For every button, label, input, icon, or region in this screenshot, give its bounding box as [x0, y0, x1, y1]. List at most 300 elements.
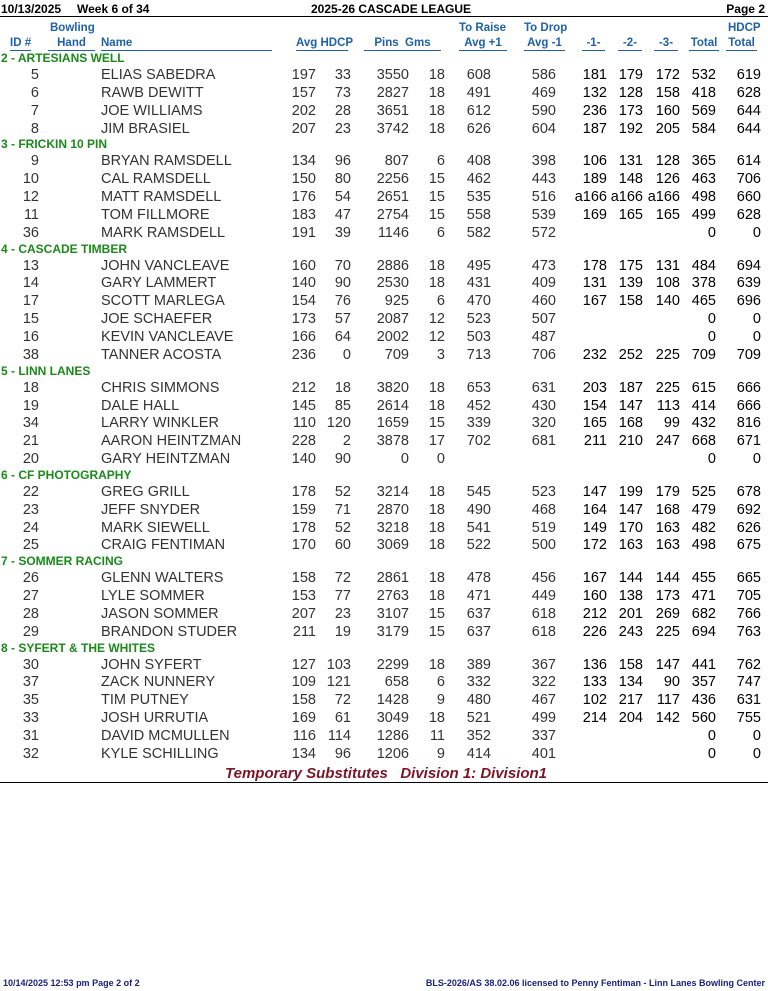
player-row: [0, 257, 768, 275]
cell-drop: 487: [531, 328, 556, 345]
cell-htotal: 755: [736, 710, 761, 727]
cell-total: 709: [691, 346, 716, 363]
cell-id: 27: [22, 588, 39, 605]
cell-g2: 147: [618, 397, 643, 414]
player-row: [0, 483, 768, 501]
cell-avg: 159: [291, 501, 316, 518]
cell-htotal: 666: [736, 379, 761, 396]
report-date: 10/13/2025: [1, 2, 62, 16]
cell-htotal: 665: [736, 570, 761, 587]
cell-pins: 2763: [376, 588, 409, 605]
cell-id: 32: [22, 745, 39, 762]
team-header: 4 - CASCADE TIMBER: [1, 241, 128, 256]
cell-gms: 18: [428, 537, 445, 554]
cell-avg: 140: [291, 451, 316, 468]
cell-pins: 1146: [377, 224, 409, 241]
cell-g1: 178: [582, 257, 607, 274]
cell-pins: 1659: [376, 415, 409, 432]
cell-hdcp: 57: [334, 311, 351, 328]
cell-drop: 586: [531, 67, 556, 83]
cell-raise: 491: [466, 84, 491, 101]
cell-g2: 252: [618, 346, 643, 363]
cell-drop: 516: [531, 189, 556, 206]
cell-hdcp: 114: [327, 728, 351, 744]
cell-g2: 139: [618, 275, 643, 292]
cell-name: AARON HEINTZMAN: [101, 433, 242, 450]
cell-g1: 214: [582, 710, 607, 727]
cell-g2: 201: [618, 605, 643, 622]
cell-gms: 17: [428, 433, 445, 450]
cell-g2: 168: [618, 415, 643, 432]
player-row: [0, 656, 768, 674]
cell-g2: a166: [610, 189, 643, 206]
cell-g2: 158: [618, 293, 643, 310]
cell-g1: 133: [582, 674, 607, 691]
team-header: 2 - ARTESIANS WELL: [1, 51, 125, 65]
cell-hdcp: 72: [334, 692, 351, 709]
cell-pins: 2886: [376, 257, 409, 274]
cell-total: 569: [691, 102, 716, 119]
cell-avg: 173: [291, 311, 316, 328]
cell-g1: 181: [582, 67, 607, 83]
cell-g1: a166: [574, 189, 607, 206]
cell-g2: 148: [618, 171, 643, 188]
cell-g2: 144: [618, 570, 643, 587]
cell-raise: 626: [466, 120, 491, 137]
cell-g1: 132: [582, 84, 607, 101]
cell-avg: 109: [291, 674, 316, 691]
cell-g3: 108: [655, 275, 680, 292]
player-row: [0, 379, 768, 397]
cell-total: 0: [707, 451, 716, 468]
cell-name: BRANDON STUDER: [101, 623, 238, 640]
player-row: [0, 346, 768, 364]
cell-drop: 320: [531, 415, 556, 432]
cell-id: 28: [22, 605, 39, 622]
cell-hdcp: 64: [334, 328, 351, 345]
cell-raise: 339: [466, 415, 491, 432]
cell-g3: 163: [655, 537, 680, 554]
cell-total: 378: [691, 275, 716, 292]
cell-drop: 473: [531, 257, 556, 274]
cell-hdcp: 85: [334, 397, 351, 414]
cell-g3: 247: [655, 433, 680, 450]
cell-htotal: 671: [736, 433, 761, 450]
cell-name: TIM PUTNEY: [101, 692, 189, 709]
cell-avg: 127: [291, 656, 316, 673]
cell-htotal: 766: [736, 605, 761, 622]
player-row: [0, 727, 768, 745]
cell-g2: 192: [618, 120, 643, 137]
cell-name: ELIAS SABEDRA: [101, 67, 216, 83]
col-total: Total: [690, 37, 718, 49]
cell-hdcp: 72: [334, 570, 351, 587]
cell-drop: 409: [531, 275, 556, 292]
cell-total: 482: [691, 519, 716, 536]
cell-pins: 1286: [376, 728, 409, 744]
cell-hdcp: 103: [326, 656, 351, 673]
player-row: [0, 66, 768, 84]
col-drop-sub: Avg -1: [524, 37, 565, 51]
cell-total: 432: [691, 415, 716, 432]
cell-g3: 147: [655, 656, 680, 673]
cell-htotal: 628: [736, 206, 761, 223]
cell-total: 0: [707, 311, 716, 328]
cell-pins: 3218: [376, 519, 409, 536]
cell-name: KYLE SCHILLING: [101, 745, 219, 762]
cell-raise: 637: [466, 623, 491, 640]
cell-g3: 131: [655, 257, 680, 274]
cell-name: TANNER ACOSTA: [101, 346, 222, 363]
cell-avg: 116: [292, 728, 316, 744]
cell-gms: 18: [428, 588, 445, 605]
cell-htotal: 626: [736, 519, 761, 536]
cell-pins: 925: [384, 293, 409, 310]
cell-id: 19: [22, 397, 39, 414]
cell-drop: 706: [531, 346, 556, 363]
cell-gms: 18: [428, 102, 445, 119]
cell-gms: 9: [436, 692, 445, 709]
cell-g3: 269: [655, 605, 680, 622]
player-row: [0, 397, 768, 415]
cell-htotal: 709: [736, 346, 761, 363]
league-title: 2025-26 CASCADE LEAGUE: [311, 2, 472, 16]
cell-avg: 110: [292, 415, 316, 432]
cell-total: 584: [691, 120, 716, 137]
cell-pins: 2002: [376, 328, 409, 345]
cell-gms: 3: [436, 346, 445, 363]
cell-total: 455: [691, 570, 716, 587]
cell-total: 471: [691, 588, 716, 605]
cell-raise: 545: [466, 483, 491, 500]
cell-avg: 158: [291, 570, 316, 587]
col-pins-gms: Pins Gms: [364, 37, 441, 51]
cell-g1: 149: [582, 519, 607, 536]
cell-total: 0: [707, 224, 716, 241]
cell-gms: 11: [429, 728, 445, 744]
cell-gms: 18: [428, 656, 445, 673]
cell-id: 18: [22, 379, 39, 396]
cell-name: SCOTT MARLEGA: [101, 293, 225, 310]
cell-gms: 6: [436, 224, 445, 241]
cell-g2: 187: [618, 379, 643, 396]
cell-g2: 165: [618, 206, 643, 223]
cell-raise: 523: [466, 311, 491, 328]
cell-raise: 702: [466, 433, 491, 450]
cell-name: MARK RAMSDELL: [101, 224, 226, 241]
cell-htotal: 631: [736, 692, 761, 709]
cell-raise: 558: [466, 206, 491, 223]
cell-raise: 352: [466, 728, 491, 744]
cell-g3: 117: [656, 692, 680, 709]
cell-avg: 134: [291, 153, 316, 170]
cell-drop: 460: [531, 293, 556, 310]
cell-gms: 18: [428, 257, 445, 274]
cell-total: 0: [707, 328, 716, 345]
cell-name: MARK SIEWELL: [101, 519, 210, 536]
cell-total: 365: [691, 153, 716, 170]
cell-g2: 131: [618, 153, 643, 170]
cell-raise: 431: [466, 275, 491, 292]
cell-raise: 541: [466, 519, 491, 536]
cell-hdcp: 73: [334, 84, 351, 101]
cell-hdcp: 70: [334, 257, 351, 274]
cell-raise: 478: [466, 570, 491, 587]
cell-id: 8: [30, 120, 39, 137]
cell-g3: 163: [655, 519, 680, 536]
cell-hdcp: 28: [334, 102, 351, 119]
col-game1: -1-: [582, 37, 605, 51]
cell-id: 36: [22, 224, 39, 241]
cell-raise: 713: [466, 346, 491, 363]
cell-hdcp: 90: [334, 451, 351, 468]
cell-avg: 169: [291, 710, 316, 727]
cell-avg: 212: [291, 379, 316, 396]
cell-avg: 160: [291, 257, 316, 274]
cell-name: DALE HALL: [101, 397, 180, 414]
cell-g3: 179: [655, 483, 680, 500]
cell-name: GARY HEINTZMAN: [101, 451, 231, 468]
cell-g3: 172: [655, 67, 680, 83]
cell-g3: 113: [656, 397, 680, 414]
col-game3: -3-: [654, 37, 678, 51]
cell-g3: 165: [655, 206, 680, 223]
cell-htotal: 763: [736, 623, 761, 640]
cell-htotal: 0: [752, 745, 761, 762]
player-row: [0, 623, 768, 641]
cell-avg: 166: [291, 328, 316, 345]
cell-id: 25: [22, 537, 39, 554]
cell-avg: 236: [291, 346, 316, 363]
cell-g2: 138: [618, 588, 643, 605]
cell-gms: 18: [428, 570, 445, 587]
team-header: 8 - SYFERT & THE WHITES: [1, 640, 156, 655]
cell-pins: 2651: [376, 189, 409, 206]
cell-name: JASON SOMMER: [101, 605, 219, 622]
footer-timestamp: 10/14/2025 12:53 pm Page 2 of 2: [3, 978, 140, 988]
cell-g3: 126: [655, 171, 680, 188]
cell-hdcp: 71: [334, 501, 351, 518]
col-raise-sub: Avg +1: [459, 37, 507, 51]
cell-hdcp: 2: [342, 433, 351, 450]
cell-avg: 197: [291, 67, 316, 83]
cell-htotal: 0: [752, 311, 761, 328]
cell-hdcp: 23: [334, 120, 351, 137]
cell-id: 12: [22, 189, 39, 206]
cell-avg: 207: [291, 120, 316, 137]
col-to-raise: To Raise: [459, 22, 507, 34]
cell-hdcp: 23: [334, 605, 351, 622]
cell-g3: 140: [655, 293, 680, 310]
cell-raise: 521: [466, 710, 491, 727]
col-hdcp-total: Total: [726, 37, 757, 51]
player-row: [0, 152, 768, 170]
cell-htotal: 0: [752, 451, 761, 468]
cell-id: 34: [22, 415, 39, 432]
cell-gms: 6: [436, 153, 445, 170]
column-headers: [0, 22, 768, 52]
cell-g1: 164: [582, 501, 607, 518]
cell-pins: 3878: [376, 433, 409, 450]
cell-hdcp: 0: [342, 346, 351, 363]
cell-g2: 128: [618, 84, 643, 101]
cell-name: KEVIN VANCLEAVE: [101, 328, 234, 345]
cell-total: 668: [691, 433, 716, 450]
cell-gms: 18: [428, 275, 445, 292]
cell-g3: 144: [655, 570, 680, 587]
cell-gms: 18: [428, 519, 445, 536]
player-row: [0, 569, 768, 587]
cell-name: LARRY WINKLER: [101, 415, 219, 432]
cell-htotal: 644: [736, 120, 761, 137]
cell-gms: 12: [428, 311, 445, 328]
col-hdcp: HDCP: [728, 22, 761, 34]
cell-avg: 178: [291, 519, 316, 536]
team-header: 5 - LINN LANES: [1, 363, 91, 378]
cell-avg: 170: [291, 537, 316, 554]
cell-id: 14: [22, 275, 39, 292]
cell-raise: 495: [466, 257, 491, 274]
cell-hdcp: 33: [334, 67, 351, 83]
cell-drop: 604: [531, 120, 556, 137]
cell-gms: 15: [428, 206, 445, 223]
cell-pins: 3179: [376, 623, 409, 640]
cell-gms: 15: [428, 415, 445, 432]
cell-htotal: 666: [736, 397, 761, 414]
cell-hdcp: 18: [334, 379, 351, 396]
cell-g3: 173: [655, 588, 680, 605]
cell-total: 694: [691, 623, 716, 640]
cell-avg: 154: [291, 293, 316, 310]
cell-gms: 15: [428, 623, 445, 640]
cell-drop: 500: [531, 537, 556, 554]
cell-g1: 154: [582, 397, 607, 414]
cell-name: CAL RAMSDELL: [101, 171, 211, 188]
cell-g3: 158: [655, 84, 680, 101]
player-row: [0, 450, 768, 468]
footer-license: BLS-2026/AS 38.02.06 licensed to Penny Fentiman - Linn Lanes Bowling Center: [425, 978, 765, 988]
cell-pins: 3651: [376, 102, 409, 119]
cell-id: 11: [23, 206, 39, 223]
substitutes-line: [0, 765, 768, 783]
cell-hdcp: 76: [334, 293, 351, 310]
cell-avg: 191: [291, 224, 316, 241]
cell-drop: 430: [531, 397, 556, 414]
cell-pins: 1206: [376, 745, 409, 762]
player-row: [0, 328, 768, 346]
cell-g1: 187: [582, 120, 607, 137]
cell-total: 499: [691, 206, 716, 223]
cell-htotal: 0: [752, 328, 761, 345]
col-avg-hdcp: Avg HDCP: [296, 37, 354, 49]
cell-name: JEFF SNYDER: [101, 501, 201, 518]
cell-id: 9: [30, 153, 39, 170]
cell-raise: 462: [466, 171, 491, 188]
cell-g3: 160: [655, 102, 680, 119]
cell-drop: 590: [531, 102, 556, 119]
cell-hdcp: 121: [326, 674, 351, 691]
cell-g3: 142: [655, 710, 680, 727]
cell-total: 479: [691, 501, 716, 518]
cell-g2: 158: [618, 656, 643, 673]
player-row: [0, 691, 768, 709]
cell-htotal: 675: [736, 537, 761, 554]
cell-drop: 681: [531, 433, 556, 450]
cell-avg: 140: [291, 275, 316, 292]
cell-g1: 189: [582, 171, 607, 188]
cell-g2: 210: [618, 433, 643, 450]
cell-pins: 3049: [376, 710, 409, 727]
cell-name: JOE WILLIAMS: [101, 102, 203, 119]
cell-total: 532: [691, 67, 716, 83]
cell-total: 441: [691, 656, 716, 673]
cell-hdcp: 61: [334, 710, 351, 727]
cell-hdcp: 96: [334, 153, 351, 170]
cell-g2: 179: [618, 67, 643, 83]
cell-g2: 199: [618, 483, 643, 500]
cell-htotal: 694: [736, 257, 761, 274]
cell-pins: 807: [384, 153, 409, 170]
cell-id: 10: [22, 171, 39, 188]
cell-id: 30: [22, 656, 39, 673]
cell-name: JOHN VANCLEAVE: [101, 257, 230, 274]
cell-drop: 631: [531, 379, 556, 396]
cell-htotal: 747: [736, 674, 761, 691]
cell-gms: 18: [428, 84, 445, 101]
cell-id: 15: [22, 311, 39, 328]
cell-pins: 2754: [376, 206, 409, 223]
cell-gms: 12: [428, 328, 445, 345]
cell-hdcp: 52: [334, 483, 351, 500]
cell-g3: 225: [655, 623, 680, 640]
cell-total: 498: [691, 537, 716, 554]
cell-g1: 167: [582, 293, 607, 310]
cell-name: GLENN WALTERS: [101, 570, 224, 587]
cell-gms: 18: [428, 397, 445, 414]
player-row: [0, 432, 768, 450]
cell-g1: 203: [582, 379, 607, 396]
cell-total: 682: [691, 605, 716, 622]
cell-id: 29: [22, 623, 39, 640]
cell-g2: 134: [618, 674, 643, 691]
cell-drop: 469: [531, 84, 556, 101]
week-label: Week 6 of 34: [77, 2, 150, 16]
cell-id: 33: [22, 710, 39, 727]
cell-g3: 90: [663, 674, 680, 691]
cell-id: 20: [22, 451, 39, 468]
cell-id: 23: [22, 501, 39, 518]
cell-g1: 147: [582, 483, 607, 500]
cell-pins: 1428: [376, 692, 409, 709]
cell-pins: 2530: [376, 275, 409, 292]
col-game2: -2-: [618, 37, 642, 51]
cell-name: MATT RAMSDELL: [101, 189, 222, 206]
cell-raise: 653: [466, 379, 491, 396]
cell-avg: 183: [291, 206, 316, 223]
cell-id: 13: [22, 257, 39, 274]
cell-raise: 480: [466, 692, 491, 709]
player-row: [0, 745, 768, 763]
cell-hdcp: 77: [334, 588, 351, 605]
cell-raise: 535: [466, 189, 491, 206]
cell-htotal: 644: [736, 102, 761, 119]
cell-htotal: 660: [736, 189, 761, 206]
page-number: Page 2: [726, 2, 765, 16]
cell-gms: 18: [428, 501, 445, 518]
standings-list: [0, 51, 768, 763]
player-row: [0, 170, 768, 188]
cell-pins: 0: [400, 451, 409, 468]
